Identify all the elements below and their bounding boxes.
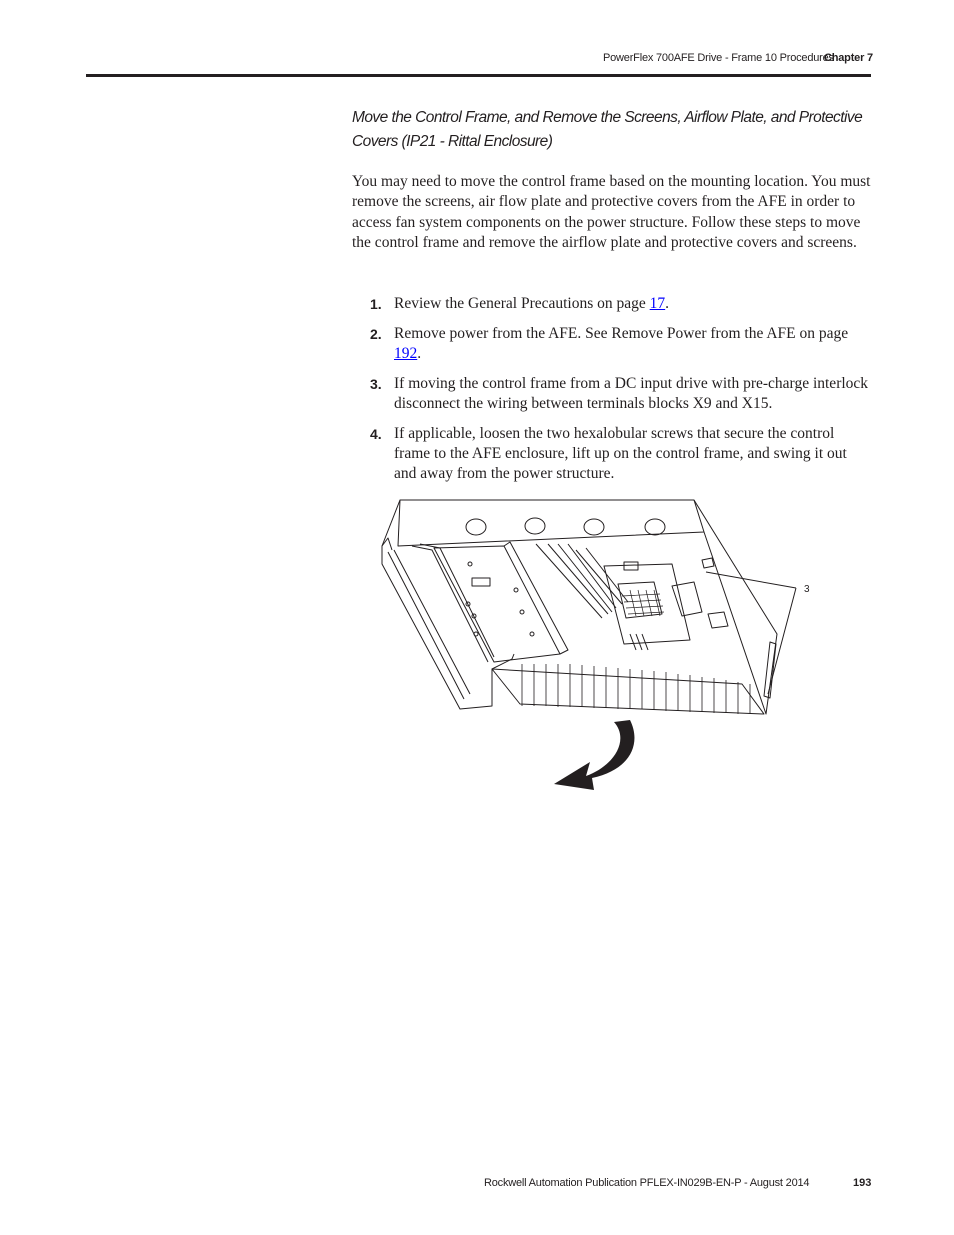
plate-slot [472,578,490,586]
knockout-hole [584,519,604,535]
step-text-end: . [417,345,422,362]
intro-paragraph: You may need to move the control frame based on the mounting location. You must remove the screens, air flow plate and protective covers from the AFE in order to access fan system components on the power structure. Follow these steps to move the control frame and remove the airflow plate and protective covers and screens. [352,173,871,252]
callout-number: 3 [804,584,810,595]
step-text: Review the General Precautions on page [394,295,650,312]
page-link[interactable]: 192 [394,345,418,362]
step-item [370,424,873,485]
enclosure-top-panel [398,500,704,546]
section-title: Move the Control Frame, and Remove the Screens, Airflow Plate, and Protective Covers (IP21 - Rittal Enclosure) [352,109,863,150]
step-text: If applicable, loosen the two hexalobular screws that secure the control frame to the AFE enclosure, lift up on the control frame, and swing it out and away from the power structure. [394,424,847,483]
page-link[interactable]: 17 [649,295,666,312]
footer-page-number: 193 [853,1177,872,1189]
mounting-plate [434,546,560,662]
enclosure-left-wall [382,500,514,709]
header-divider [86,74,871,77]
step-item [370,294,873,314]
step-number: 4. [370,425,382,442]
step-text: If moving the control frame from a DC input drive with pre-charge interlock disconnect the wiring between terminals blocks X9 and X15. [394,374,869,412]
heatsink-base [492,669,764,714]
step-text-end: . [665,295,670,312]
step-item [370,324,873,365]
knockout-hole [645,519,665,535]
step-number: 2. [370,325,382,342]
step-item [370,374,873,415]
knockout-hole [525,518,545,534]
step-text: Remove power from the AFE. See Remove Power from the AFE on page [394,324,849,342]
swing-arrow [554,720,634,790]
keypad [622,590,664,616]
running-header-title: PowerFlex 700AFE Drive - Frame 10 Procedures [603,52,834,64]
step-number: 3. [370,375,382,392]
control-board [604,564,690,644]
footer-publication: Rockwell Automation Publication PFLEX-IN029B-EN-P - August 2014 [484,1177,810,1189]
callout-leader [706,572,796,694]
control-frame-illustration [372,494,822,794]
heatsink-fins [522,664,750,714]
procedure-steps [370,294,873,494]
knockout-hole [466,519,486,535]
step-number: 1. [370,296,382,312]
running-header-chapter: Chapter 7 [824,52,873,64]
